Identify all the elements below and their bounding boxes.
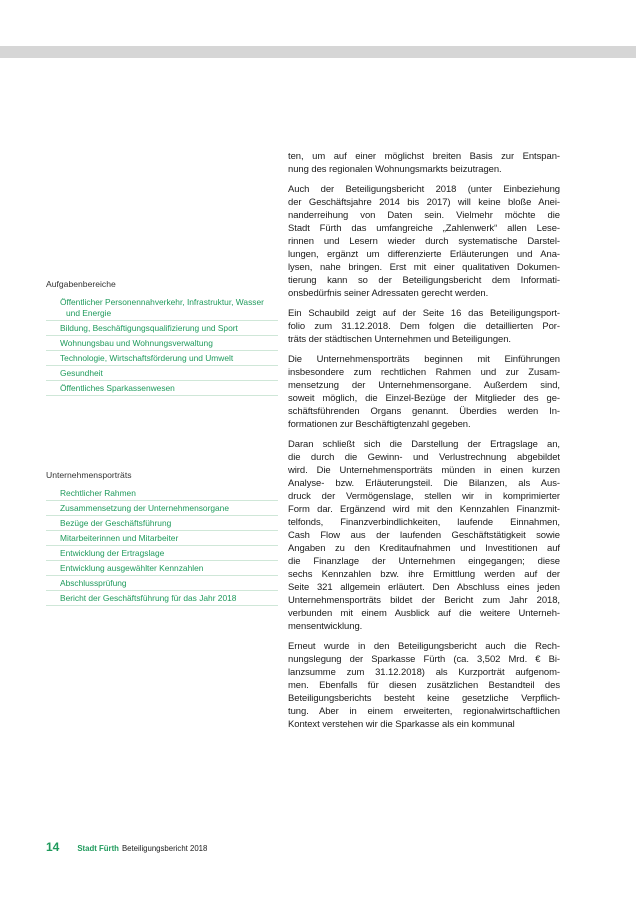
sidebar-unternehmensportraets	[46, 469, 278, 606]
page-footer	[46, 840, 207, 854]
body-paragraph	[288, 150, 560, 176]
text-line: Unternehmensporträts bildet der Bericht zum Jahr 2018,	[288, 595, 560, 606]
text-line: Erneut wurde in den Beteiligungsbericht auch die Rech-	[288, 641, 560, 652]
body-paragraph	[288, 307, 560, 346]
sidebar-link-label: Wohnungsbau und Wohnungsverwaltung	[60, 338, 213, 348]
sidebar-link-label: Öffentlicher Personennahverkehr, Infrastruktur, Wasser	[60, 297, 264, 307]
sidebar-link-label: Bildung, Beschäftigungsqualifizierung und Sport	[60, 323, 238, 333]
text-line: nanderreihung von Daten sein. Vielmehr möchte die	[288, 210, 560, 221]
text-line: Kontext verstehen wir die Sparkasse als ein kommunal	[288, 719, 515, 730]
text-line: Daran schließt sich die Darstellung der Ertragslage an,	[288, 439, 560, 450]
text-line: Form dar. Ergänzend wird mit den Kennzahlen Finanzmit-	[288, 504, 560, 515]
text-line: nung des regionalen Wohnungsmarkts beizutragen.	[288, 164, 502, 175]
sidebar-link-label: Bericht der Geschäftsführung für das Jahr 2018	[60, 593, 237, 603]
sidebar-link-label: Zusammensetzung der Unternehmensorgane	[60, 503, 229, 513]
sidebar-link-label: Bezüge der Geschäftsführung	[60, 518, 172, 528]
text-line: die Finanzlage der Unternehmen eingegangen; diese	[288, 556, 560, 567]
body-paragraph	[288, 353, 560, 431]
text-line: telfonds, Finanzverbindlichkeiten, laufende Einnahmen,	[288, 517, 560, 528]
body-paragraph	[288, 183, 560, 300]
sidebar-link-label: Entwicklung ausgewählter Kennzahlen	[60, 563, 204, 573]
sidebar-link-list	[46, 295, 278, 396]
sidebar-link-item[interactable]	[46, 501, 278, 516]
text-line: men. Ebenfalls für diesen zusätzlichen Bestandteil des	[288, 680, 560, 691]
text-line: Seite 321 allgemein erläutert. Den Abschluss eines jeden	[288, 582, 560, 593]
sidebar-heading: Unternehmensporträts	[46, 470, 132, 480]
sidebar-link-item[interactable]	[46, 351, 278, 366]
body-paragraph	[288, 640, 560, 731]
sidebar-heading: Aufgabenbereiche	[46, 279, 116, 289]
text-line: folio zum 31.12.2018. Dem folgen die detaillierten Por-	[288, 321, 560, 332]
text-line: lanzsumme zum 31.12.2018) als Kurzporträt aufgenom-	[288, 667, 560, 678]
header-band	[0, 46, 636, 58]
text-line: wird. Die Unternehmensporträts münden in einen kurzen	[288, 465, 560, 476]
sidebar-link-item[interactable]	[46, 531, 278, 546]
text-line: insbesondere zum rechtlichen Rahmen und zur Zusam-	[288, 367, 560, 378]
footer-brand: Stadt Fürth	[77, 844, 119, 853]
text-line: ten, um auf einer möglichst breiten Basis zur Entspan-	[288, 151, 560, 162]
text-line: tung. Aber in einem erweiterten, regionalwirtschaftlichen	[288, 706, 560, 717]
text-line: druck der Vermögenslage, stellen wir in komprimierter	[288, 491, 560, 502]
sidebar-link-label: Technologie, Wirtschaftsförderung und Umwelt	[60, 353, 234, 363]
text-line: Ein Schaubild zeigt auf der Seite 16 das Beteiligungsport-	[288, 308, 560, 319]
body-paragraph	[288, 438, 560, 633]
sidebar-link-label: Abschlussprüfung	[60, 578, 127, 588]
text-line: Stadt Fürth das umfangreiche „Zahlenwerk“ allen Lese-	[288, 223, 560, 234]
text-line: sechs Kennzahlen bzw. ihre Ermittlung werden auf der	[288, 569, 560, 580]
text-line: formationen zur Beschäftigtenzahl gegeben.	[288, 419, 471, 430]
text-line: verbunden mit einem Ausblick auf die weitere Unterneh-	[288, 608, 560, 619]
sidebar-link-item[interactable]	[46, 546, 278, 561]
footer-title: Beteiligungsbericht 2018	[121, 844, 208, 853]
text-line: der Geschäftsjahre 2014 bis 2017) will keine bloße Anei-	[288, 197, 560, 208]
sidebar-link-label: Entwicklung der Ertragslage	[60, 548, 165, 558]
text-line: tierung kann so der Beteiligungsbericht dem Informati-	[288, 275, 560, 286]
sidebar-link-list	[46, 486, 278, 606]
sidebar-link-item[interactable]	[46, 561, 278, 576]
text-line: lungen, ergänzt um differenzierte Erläuterungen und Ana-	[288, 249, 560, 260]
text-line: träts der städtischen Unternehmen und Beteiligungen.	[288, 334, 511, 345]
text-line: mensetzung der Unternehmensorgane. Außerdem sind,	[288, 380, 560, 391]
text-line: Analyse- bzw. Erläuterungsteil. Die Bilanzen, als Aus-	[288, 478, 560, 489]
text-line: mensentwicklung.	[288, 621, 363, 632]
sidebar-link-item[interactable]	[46, 516, 278, 531]
sidebar-link-item[interactable]	[46, 366, 278, 381]
text-line: Angaben zu den Kreditaufnahmen und Investitionen auf	[288, 543, 560, 554]
text-line: onsbedürfnis seiner Adressaten gerecht werden.	[288, 288, 489, 299]
text-line: Beteiligungsberichts besteht keine gesetzliche Verpflich-	[288, 693, 560, 704]
sidebar-link-item[interactable]	[46, 591, 278, 606]
sidebar-link-label: Rechtlicher Rahmen	[60, 488, 136, 498]
text-line: Auch der Beteiligungsbericht 2018 (unter Einbeziehung	[288, 184, 560, 195]
text-line: rinnen und Lesern wieder durch systematische Darstel-	[288, 236, 560, 247]
text-line: die durch die Gewinn- und Verlustrechnung abgebildet	[288, 452, 560, 463]
sidebar-link-item[interactable]	[46, 576, 278, 591]
page-number: 14	[46, 840, 60, 854]
sidebar-link-item[interactable]	[46, 486, 278, 501]
text-line: nungslegung der Sparkasse Fürth (ca. 3,502 Mrd. € Bi-	[288, 654, 560, 665]
sidebar-link-item[interactable]	[46, 381, 278, 396]
sidebar-link-label-cont: und Energie	[66, 308, 112, 318]
sidebar-link-item[interactable]	[46, 336, 278, 351]
text-line: Die Unternehmensporträts beginnen mit Einführungen	[288, 354, 560, 365]
sidebar-aufgabenbereiche	[46, 278, 278, 396]
sidebar-link-label: Gesundheit	[60, 368, 103, 378]
text-line: lysen, nahe bringen. Erst mit einer qualitativen Dokumen-	[288, 262, 560, 273]
text-line: schäftsführenden Organs genannt. Überdies werden In-	[288, 406, 560, 417]
text-line: Cash Flow aus der laufenden Geschäftstätigkeit sowie	[288, 530, 560, 541]
main-text-column	[288, 150, 560, 738]
sidebar-link-label: Öffentliches Sparkassenwesen	[60, 383, 175, 393]
sidebar-link-label: Mitarbeiterinnen und Mitarbeiter	[60, 533, 179, 543]
sidebar-link-item[interactable]	[46, 321, 278, 336]
text-line: soweit möglich, die Einzel-Bezüge der Mitglieder des ge-	[288, 393, 560, 404]
sidebar-link-item[interactable]	[46, 295, 278, 321]
